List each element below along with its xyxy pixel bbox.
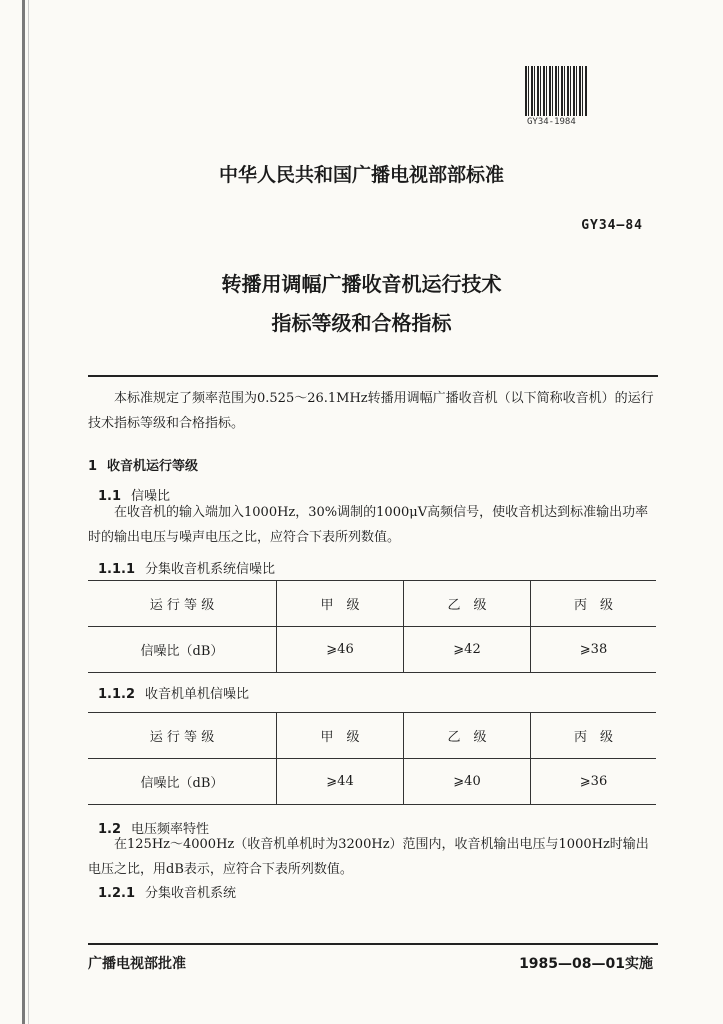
table-cell: 运 行 等 级 [88,713,277,759]
section-number: 1.1.2 [98,687,136,702]
organization-title: 中华人民共和国广播电视部部标准 [218,164,504,186]
table-header-row [88,713,656,759]
section-title: 分集收音机系统信噪比 [145,562,276,577]
section-1-2-text: 在125Hz～4000Hz（收音机单机时为3200Hz）范围内，收音机输出电压与1000Hz时输出电压之比，用dB表示，应符合下表所列数值。 [88,837,649,877]
section-number: 1.2.1 [98,886,136,901]
table-cell: 信噪比（dB） [88,627,277,673]
section-1-1-paragraph [88,500,658,550]
section-title: 分集收音机系统 [145,886,237,901]
section-title: 收音机单机信噪比 [145,687,250,702]
section-1-1-1-heading [98,558,275,577]
table-cell: 甲 级 [277,581,404,627]
scan-edge-shadow [28,0,29,1024]
table-cell: ⩾46 [277,627,404,673]
section-title: 收音机运行等级 [107,459,199,474]
section-1-2-paragraph [88,832,658,882]
table-cell: 信噪比（dB） [88,759,277,805]
footer-rule [88,943,658,945]
section-number: 1.1 [98,489,122,504]
table-cell: ⩾38 [531,627,657,673]
table-cell: 甲 级 [277,713,404,759]
scan-edge [22,0,25,1024]
table-cell: 丙 级 [531,581,657,627]
table-row [88,627,656,673]
section-number: 1 [88,459,98,474]
section-1-1-2-heading [98,683,249,702]
effective-date: 1985—08—01实施 [519,956,653,972]
standard-code: GY34—84 [581,218,643,233]
section-number: 1.2 [98,822,122,837]
intro-text: 本标准规定了频率范围为0.525～26.1MHz转播用调幅广播收音机（以下简称收音机）的运行技术指标等级和合格指标。 [88,391,654,431]
table-cell: ⩾40 [404,759,531,805]
approval-authority: 广播电视部批准 [88,956,186,972]
barcode [525,66,587,116]
table-header-row [88,581,656,627]
table-cell: 运 行 等 级 [88,581,277,627]
section-title: 电压频率特性 [131,822,210,837]
section-1-2-1-heading [98,882,236,901]
section-1-heading [88,455,198,474]
table-cell: ⩾42 [404,627,531,673]
barcode-text: GY34-1984 [527,117,576,127]
document-title-line1: 转播用调幅广播收音机运行技术 [221,272,502,296]
snr-table-single [88,712,656,805]
table-cell: ⩾36 [531,759,657,805]
document-title-line2: 指标等级和合格指标 [271,311,452,335]
table-row [88,759,656,805]
section-title: 信噪比 [131,489,171,504]
section-number: 1.1.1 [98,562,136,577]
snr-table-diversity [88,580,656,673]
table-cell: ⩾44 [277,759,404,805]
table-cell: 乙 级 [404,713,531,759]
table-cell: 乙 级 [404,581,531,627]
section-1-1-text: 在收音机的输入端加入1000Hz，30%调制的1000μV高频信号，使收音机达到标准输出功率时的输出电压与噪声电压之比，应符合下表所列数值。 [88,505,649,545]
table-cell: 丙 级 [531,713,657,759]
top-rule [88,375,658,377]
intro-paragraph [88,386,658,436]
